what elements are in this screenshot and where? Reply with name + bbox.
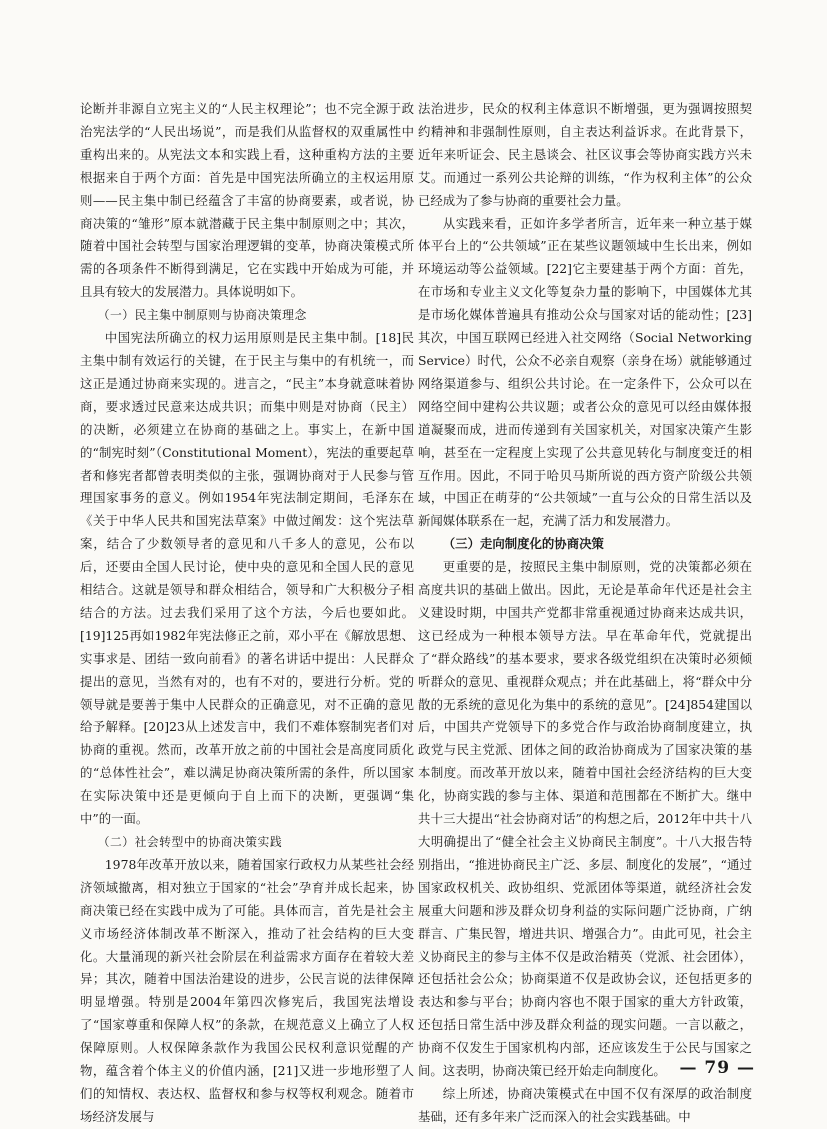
section-heading: （一）民主集中制原则与协商决策理念 bbox=[97, 308, 307, 323]
paragraph: 1978年改革开放以来，随着国家行政权力从某些社会经济领域撤离，相对独立于国家的“社会”孕育并成长起来，协商决策已经在实践中成为了可能。具体而言，首先是社会主义市场经济体制改革不断深入，推动了社会结构的巨大变化。大量涌现的新兴社会阶层在利益需求方面存在着较大差异；其次，随着中国法治建设的进步，公民言说的法律保障明显增强。特别是2004年第四次修宪后，我国宪法增设了“国家尊重和保障人权”的条款，在规范意义上确立了人权保障原则。人权保障条款作为我国公民权利意识觉醒的产物，蕴含着个体主义的价值内涵，[21]又进一步地形塑了人们的知情权、表达权、监督权和参与权等权利观念。随着市场经济发展与 bbox=[80, 856, 414, 1124]
left-column bbox=[80, 98, 414, 1129]
right-column bbox=[418, 98, 752, 1129]
paragraph: 综上所述，协商决策模式在中国不仅有深厚的政治制度基础，还有多年来广泛而深入的社会实践基础。中 bbox=[418, 1085, 752, 1124]
paragraph: 法治进步，民众的权利主体意识不断增强，更为强调按照契约精神和非强制性原则，自主表达利益诉求。在此背景下，近年来听证会、民主恳谈会、社区议事会等协商实践方兴未艾。而通过一系列公共论辩的训练，“作为权利主体”的公众已经成为了参与协商的重要社会力量。 bbox=[418, 101, 752, 208]
section-heading: （二）社会转型中的协商决策实践 bbox=[97, 835, 283, 849]
paragraph: 论断并非源自立宪主义的“人民主权理论”；也不完全源于政治宪法学的“人民出场说”，而是我们从监督权的双重属性中重构出来的。从宪法文本和实践上看，这种重构方法的主要根据来自于两个方面：首先是中国宪法所确立的主权运用原则——民主集中制已经蕴含了丰富的协商要素，或者说，协商决策的“雏形”原本就潜藏于民主集中制原则之中；其次，随着中国社会转型与国家治理逻辑的变革，协商决策模式所需的各项条件不断得到满足，它在实践中开始成为可能，并且具有较大的发展潜力。具体说明如下。 bbox=[80, 101, 414, 300]
page-number: — 79 — bbox=[679, 1058, 755, 1078]
paragraph: 中国宪法所确立的权力运用原则是民主集中制。[18]民主集中制有效运行的关键，在于民主与集中的有机统一，而这正是通过协商来实现的。进言之，“民主”本身就意味着协商，要求透过民意来达成共识；而集中则是对协商（民主）的决断，必须建立在协商的基础之上。事实上，在新中国的“制宪时刻”（Constitutional Moment），宪法的重要起草者和修宪者都曾表明类似的主张，强调协商对于人民参与管理国家事务的意义。例如1954年宪法制定期间，毛泽东在《关于中华人民共和国宪法草案》中做过阐发：这个宪法草案，结合了少数领导者的意见和八千多人的意见，公布以后，还要由全国人民讨论，使中央的意见和全国人民的意见相结合。这就是领导和群众相结合，领导和广大积极分子相结合的方法。过去我们采用了这个方法，今后也要如此。[19]125再如1982年宪法修正之前，邓小平在《解放思想、实事求是、团结一致向前看》的著名讲话中提出：人民群众提出的意见，当然有对的，也有不对的，要进行分析。党的领导就是要善于集中人民群众的正确意见，对不正确的意见给予解释。[20]23从上述发言中，我们不难体察制宪者们对协商的重视。然而，改革开放之前的中国社会是高度同质化的“总体性社会”，难以满足协商决策所需的条件，所以国家在实际决策中还是更倾向于自上而下的决断，更强调“集中”的一面。 bbox=[80, 330, 414, 827]
paragraph: 从实践来看，正如许多学者所言，近年来一种立基于媒体平台上的“公共领域”正在某些议题领域中生长出来，例如环境运动等公益领域。[22]它主要建基于两个方面：首先，在市场和专业主义文化等复杂力量的影响下，中国媒体尤其是市场化媒体普遍具有推动公众与国家对话的能动性；[23]其次，中国互联网已经进入社交网络（Social Networking Service）时代，公众不必亲自观察（亲身在场）就能够通过网络渠道参与、组织公共讨论。在一定条件下，公众可以在网络空间中建构公共议题；或者公众的意见可以经由媒体报道凝聚而成，进而传递到有关国家机关，对国家决策产生影响，甚至在一定程度上实现了公共意见转化与制度变迁的相互作用。因此，不同于哈贝马斯所说的西方资产阶级公共领域，中国正在萌芽的“公共领域”一直与公众的日常生活以及新闻媒体联系在一起，充满了活力和发展潜力。 bbox=[418, 215, 752, 529]
paragraph: 更重要的是，按照民主集中制原则，党的决策都必须在高度共识的基础上做出。因此，无论是革命年代还是社会主义建设时期，中国共产党都非常重视通过协商来达成共识，这已经成为一种根本领导方法。早在革命年代，党就提出了“群众路线”的基本要求，要求各级党组织在决策时必须倾听群众的意见、重视群众观点；并在此基础上，将“群众中分散的无系统的意见化为集中的系统的意见”。[24]854建国以后，中国共产党领导下的多党合作与政治协商制度建立，执政党与民主党派、团体之间的政治协商成为了国家决策的基本制度。而改革开放以来，随着中国社会经济结构的巨大变化，协商实践的参与主体、渠道和范围都在不断扩大。继中共十三大提出“社会协商对话”的构想之后，2012年中共十八大明确提出了“健全社会主义协商民主制度”。十八大报告特别指出，“推进协商民主广泛、多层、制度化的发展”，“通过国家政权机关、政协组织、党派团体等渠道，就经济社会发展重大问题和涉及群众切身利益的实际问题广泛协商，广纳群言、广集民智，增进共识、增强合力”。由此可见，社会主义协商民主的参与主体不仅是政治精英（党派、社会团体），还包括社会公众；协商渠道不仅是政协会议，还包括更多的表达和参与平台；协商内容也不限于国家的重大方针政策，还包括日常生活中涉及群众利益的现实问题。一言以蔽之，协商不仅发生于国家机构内部，还应该发生于公民与国家之间。这表明，协商决策已经开始走向制度化。 bbox=[418, 559, 752, 1079]
section-heading: （三）走向制度化的协商决策 bbox=[442, 536, 604, 552]
